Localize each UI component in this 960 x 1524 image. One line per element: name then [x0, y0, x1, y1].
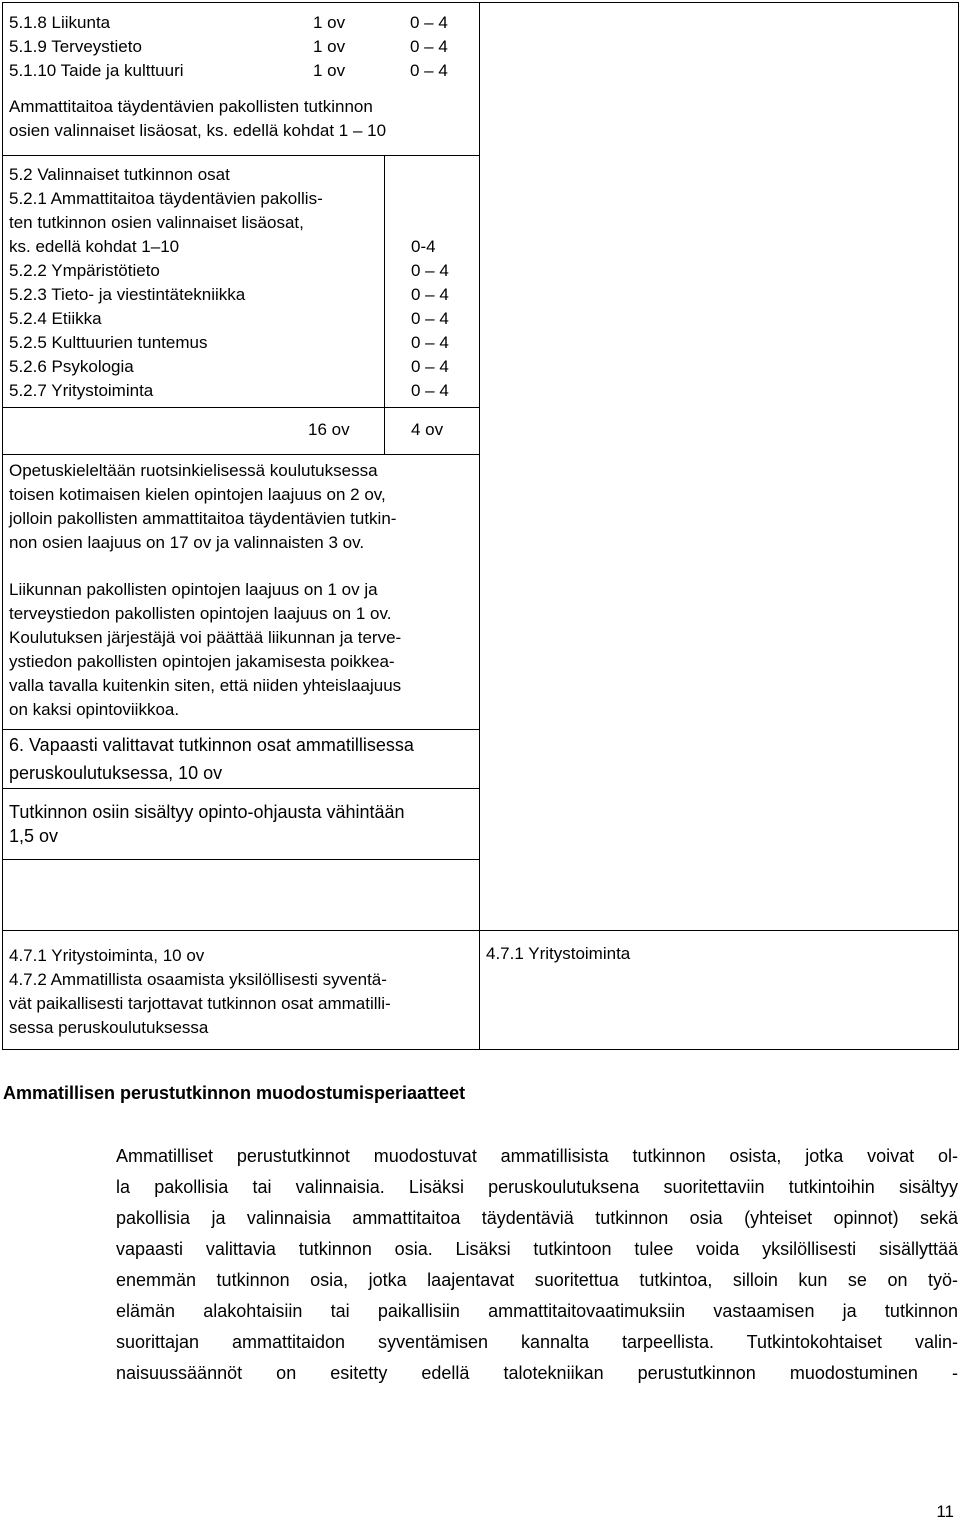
bottom-left-line: 4.7.1 Yritystoiminta, 10 ov — [9, 946, 205, 965]
bottom-left-cell — [9, 944, 391, 1040]
paragraph-line: naisuussäännöt on esitetty edellä talotekniikan perustutkinnon muodostuminen - — [116, 1363, 958, 1383]
column-divider-ov — [384, 155, 385, 455]
note-line: jolloin pakollisten ammattitaitoa täydentävien tutkin- — [9, 509, 397, 528]
top-row-labels — [9, 11, 184, 83]
column-divider-main — [479, 2, 480, 1050]
top-row-label: 5.1.9 Terveystieto — [9, 37, 142, 56]
elective-range: 0 – 4 — [411, 381, 449, 400]
elective-range: 0 – 4 — [411, 261, 449, 280]
table-border-bottom — [2, 1049, 959, 1050]
bottom-left-line: vät paikallisesti tarjottavat tutkinnon osat ammatilli- — [9, 994, 391, 1013]
page-number: 11 — [936, 1502, 954, 1521]
paragraph-line: vapaasti valittavia tutkinnon osia. Lisäksi tutkintoon tulee voida yksilöllisesti sisällyttää — [116, 1239, 958, 1259]
elective-list — [9, 163, 323, 403]
free-choice-section — [9, 731, 414, 787]
top-row-label: 5.1.10 Taide ja kulttuuri — [9, 61, 184, 80]
elective-range: 0 – 4 — [411, 309, 449, 328]
paragraph-line: Ammatilliset perustutkinnot muodostuvat ammatillisista tutkinnon osista, jotka voivat ol- — [116, 1146, 958, 1166]
note-line: Liikunnan pakollisten opintojen laajuus on 1 ov ja — [9, 580, 378, 599]
top-row-ov — [313, 11, 345, 83]
optional-extensions-note — [9, 95, 386, 143]
total-mandatory: 16 ov — [308, 420, 350, 439]
row-divider-bottom — [2, 930, 959, 931]
note-line: osien valinnaiset lisäosat, ks. edellä kohdat 1 – 10 — [9, 121, 387, 140]
top-row-ranges — [410, 11, 448, 83]
free-choice-line: 6. Vapaasti valittavat tutkinnon osat ammatillisessa — [9, 735, 414, 755]
top-row-range: 0 – 4 — [410, 61, 448, 80]
elective-ranges — [411, 235, 449, 403]
body-paragraph — [116, 1141, 958, 1389]
paragraph-line: pakollisia ja valinnaisia ammattitaitoa täydentäviä tutkinnon osia (yhteiset opinnot) sekä — [116, 1208, 958, 1228]
row-divider-totals-bottom — [2, 454, 480, 455]
note-line: Koulutuksen järjestäjä voi päättää liikunnan ja terve- — [9, 628, 402, 647]
top-row-range: 0 – 4 — [410, 37, 448, 56]
elective-range: 0 – 4 — [411, 285, 449, 304]
top-row-ov-value: 1 ov — [313, 61, 346, 80]
guidance-note — [9, 800, 405, 848]
note-line: valla tavalla kuitenkin siten, että niiden yhteislaajuus — [9, 676, 402, 695]
paragraph-line: elämän alakohtaisiin tai paikallisiin ammattitaitovaatimuksiin vastaamisen ja tutkinnon — [116, 1301, 958, 1321]
elective-line: 5.2.3 Tieto- ja viestintätekniikka — [9, 285, 246, 304]
paragraph-line: la pakollisia tai valinnaisia. Lisäksi peruskoulutuksena suoritettaviin tutkintoihin sisältyy — [116, 1177, 958, 1197]
note-line: ystiedon pakollisten opintojen jakamisesta poikkea- — [9, 652, 395, 671]
paragraph-line: enemmän tutkinnon osia, jotka laajentavat suoritettua tutkintoa, silloin kun se on työ- — [116, 1270, 958, 1290]
note-line: Opetuskieleltään ruotsinkielisessä koulutuksessa — [9, 461, 378, 480]
row-divider-free-choice — [2, 729, 480, 730]
table-border-right — [958, 2, 959, 1050]
top-row-ov-value: 1 ov — [313, 13, 346, 32]
top-row-label: 5.1.8 Liikunta — [9, 13, 111, 32]
elective-line: 5.2.5 Kulttuurien tuntemus — [9, 333, 208, 352]
elective-range: 0 – 4 — [411, 333, 449, 352]
elective-line: 5.2.1 Ammattitaitoa täydentävien pakollis- — [9, 189, 323, 208]
row-divider-blank — [2, 859, 480, 860]
section-heading: Ammatillisen perustutkinnon muodostumisperiaatteet — [3, 1083, 466, 1103]
table-border-left — [2, 2, 3, 1050]
elective-range: 0 – 4 — [411, 357, 449, 376]
row-divider-totals-top — [2, 407, 480, 408]
note-line: Ammattitaitoa täydentävien pakollisten tutkinnon — [9, 97, 373, 116]
guidance-line: 1,5 ov — [9, 826, 59, 846]
top-row-ov-value: 1 ov — [313, 37, 346, 56]
guidance-line: Tutkinnon osiin sisältyy opinto-ohjausta vähintään — [9, 802, 405, 822]
note-line: non osien laajuus on 17 ov ja valinnaisten 3 ov. — [9, 533, 365, 552]
row-divider-elective — [2, 155, 480, 156]
total-elective: 4 ov — [411, 420, 444, 439]
elective-line: ks. edellä kohdat 1–10 — [9, 237, 180, 256]
bottom-left-line: sessa peruskoulutuksessa — [9, 1018, 209, 1037]
top-row-range: 0 – 4 — [410, 13, 448, 32]
elective-range: 0-4 — [411, 237, 436, 256]
free-choice-line: peruskoulutuksessa, 10 ov — [9, 763, 223, 783]
elective-line: 5.2.2 Ympäristötieto — [9, 261, 160, 280]
swedish-language-note — [9, 459, 396, 555]
table-border-top — [2, 2, 959, 3]
note-line: terveystiedon pakollisten opintojen laajuus on 1 ov. — [9, 604, 392, 623]
elective-line: 5.2.4 Etiikka — [9, 309, 102, 328]
bottom-left-line: 4.7.2 Ammatillista osaamista yksilöllisesti syventä- — [9, 970, 387, 989]
note-line: toisen kotimaisen kielen opintojen laajuus on 2 ov, — [9, 485, 386, 504]
note-line: on kaksi opintoviikkoa. — [9, 700, 180, 719]
paragraph-line: suorittajan ammattitaidon syventämisen kannalta tarpeellista. Tutkintokohtaiset valin- — [116, 1332, 958, 1352]
elective-line: 5.2.7 Yritystoiminta — [9, 381, 154, 400]
elective-line: 5.2.6 Psykologia — [9, 357, 134, 376]
row-divider-guidance — [2, 788, 480, 789]
bottom-right-cell: 4.7.1 Yritystoiminta — [486, 944, 631, 963]
elective-line: 5.2 Valinnaiset tutkinnon osat — [9, 165, 230, 184]
sports-health-note — [9, 578, 401, 722]
elective-line: ten tutkinnon osien valinnaiset lisäosat, — [9, 213, 304, 232]
